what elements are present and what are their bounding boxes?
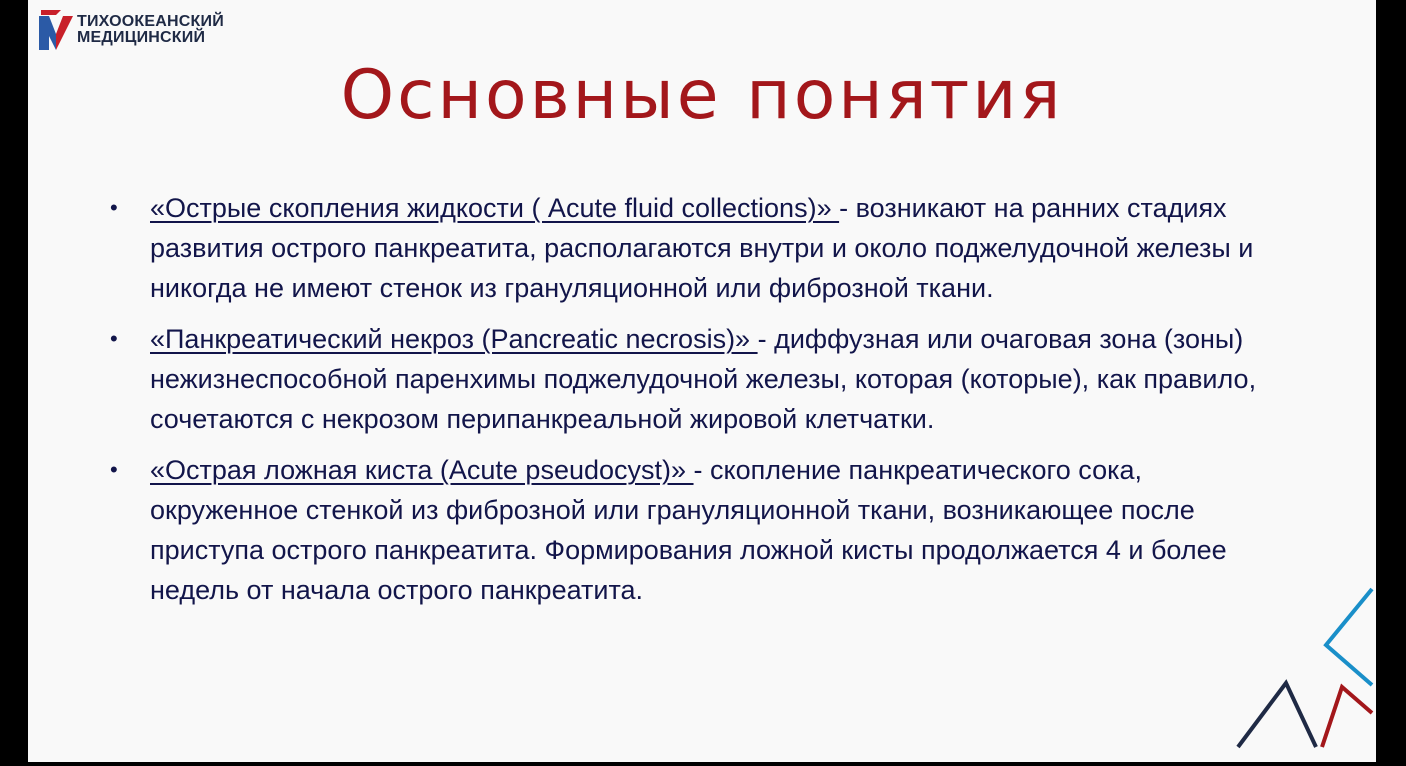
term-definition: - возникают на ранних стадиях развития острого панкреатита, располагаются внутри и около поджелудочной железы и никогда не имеют стенок из грануляционной или фиброзной ткани.	[150, 193, 1254, 303]
definitions-list	[106, 188, 1296, 621]
logo-mark-icon	[39, 10, 73, 50]
navy-chevron-icon	[1238, 683, 1316, 747]
red-chevron-icon	[1322, 687, 1372, 747]
corner-decoration	[1226, 587, 1376, 762]
list-item	[106, 319, 1296, 439]
term-label: «Острая ложная киста (Acute pseudocyst)»	[150, 455, 694, 485]
term-label: «Панкреатический некроз (Pancreatic necrosis)»	[150, 324, 758, 354]
term-definition: - диффузная или очаговая зона (зоны) нежизнеспособной паренхимы поджелудочной железы, которая (которые), как правило, сочетаются с некрозом перипанкреальной жировой клетчатки.	[150, 324, 1257, 434]
logo-line-1: ТИХООКЕАНСКИЙ	[77, 13, 224, 30]
term-label: «Острые скопления жидкости ( Acute fluid collections)»	[150, 193, 840, 223]
logo-wordmark	[77, 14, 224, 46]
bullet-icon: •	[110, 457, 118, 482]
list-item	[106, 450, 1296, 610]
bullet-icon: •	[110, 195, 118, 220]
list-item	[106, 188, 1296, 308]
bullet-icon: •	[110, 326, 118, 351]
university-logo	[39, 10, 224, 50]
presentation-slide	[28, 0, 1376, 762]
logo-line-2: МЕДИЦИНСКИЙ	[77, 29, 206, 46]
cyan-chevron-icon	[1326, 589, 1372, 685]
term-definition: - скопление панкреатического сока, окруженное стенкой из фиброзной или грануляционной ткани, возникающее после приступа острого панкреатита. Формирования ложной кисты продолжается 4 и более недель от начала острого панкреатита.	[150, 455, 1227, 605]
slide-title: Основные понятия	[340, 56, 1064, 135]
